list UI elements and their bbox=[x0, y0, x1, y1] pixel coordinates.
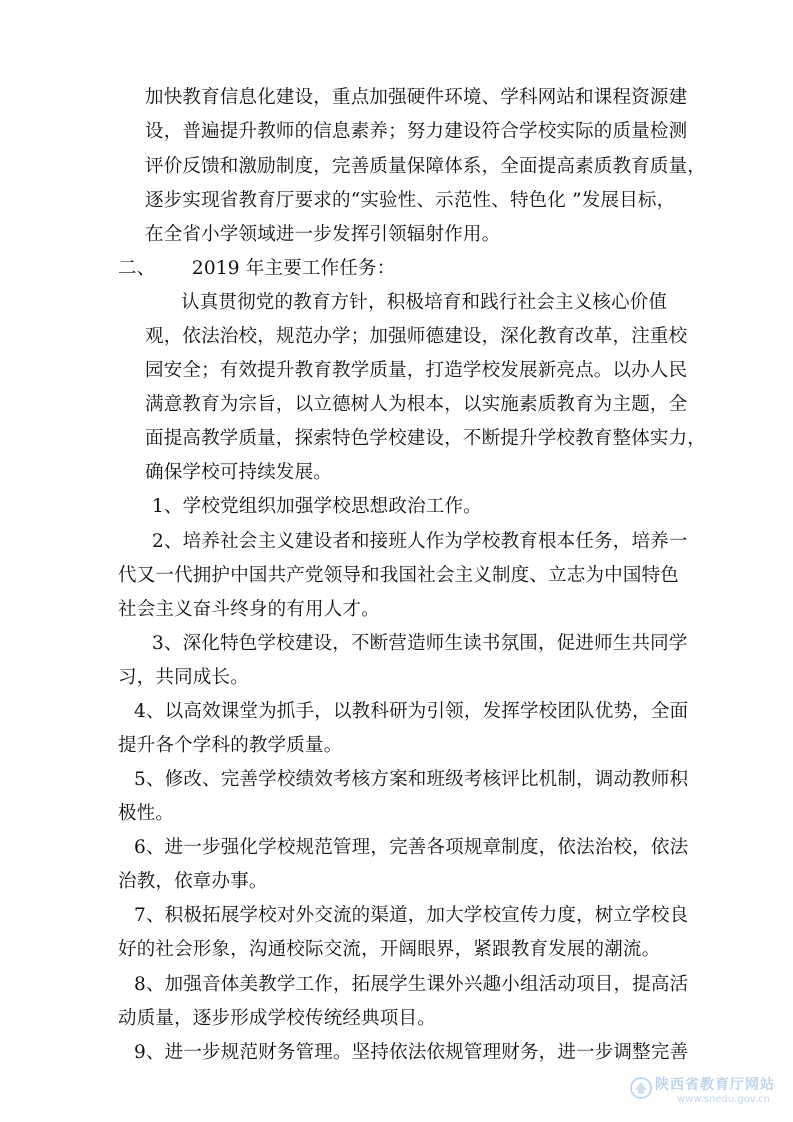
text-line: 加快教育信息化建设，重点加强硬件环境、学科网站和课程资源建 bbox=[145, 87, 688, 108]
text-line: 园安全；有效提升教育教学质量，打造学校发展新亮点。以办人民 bbox=[145, 360, 688, 381]
text-line: 社会主义奋斗终身的有用人才。 bbox=[118, 599, 380, 620]
site-watermark bbox=[629, 1074, 779, 1114]
list-item: 4、以高效课堂为抓手，以教科研为引领，发挥学校团队优势，全面 bbox=[134, 701, 689, 722]
text-line: 好的社会形象，沟通校际交流，开阔眼界，紧跟教育发展的潮流。 bbox=[118, 939, 661, 960]
list-item: 7、积极拓展学校对外交流的渠道，加大学校宣传力度，树立学校良 bbox=[134, 905, 689, 926]
list-item: 9、进一步规范财务管理。坚持依法依规管理财务，进一步调整完善 bbox=[134, 1042, 689, 1063]
text-line: 治教，依章办事。 bbox=[118, 871, 268, 892]
list-item: 1、学校党组织加强学校思想政治工作。 bbox=[152, 496, 482, 517]
list-item: 6、进一步强化学校规范管理，完善各项规章制度，依法治校，依法 bbox=[134, 837, 689, 858]
text-line: 提升各个学科的教学质量。 bbox=[118, 735, 343, 756]
text-line: 面提高教学质量，探索特色学校建设，不断提升学校教育整体实力， bbox=[145, 428, 707, 449]
text-line: 评价反馈和激励制度，完善质量保障体系，全面提高素质教育质量， bbox=[145, 156, 707, 177]
text-line: 在全省小学领域进一步发挥引领辐射作用。 bbox=[145, 224, 501, 245]
list-item: 5、修改、完善学校绩效考核方案和班级考核评比机制，调动教师积 bbox=[134, 769, 689, 790]
list-item: 3、深化特色学校建设，不断营造师生读书氛围，促进师生共同学 bbox=[152, 633, 688, 654]
text-line: 认真贯彻党的教育方针，积极培育和践行社会主义核心价值 bbox=[181, 292, 668, 313]
list-item: 2、培养社会主义建设者和接班人作为学校教育根本任务，培养一 bbox=[152, 531, 688, 552]
emblem-logo-icon bbox=[629, 1076, 653, 1100]
watermark-url: www.snedu.gov.cn bbox=[677, 1094, 770, 1105]
text-line: 观，依法治校，规范办学；加强师德建设，深化教育改革，注重校 bbox=[145, 326, 688, 347]
text-line: 设，普遍提升教师的信息素养；努力建设符合学校实际的质量检测 bbox=[145, 121, 688, 142]
text-line: 习，共同成长。 bbox=[118, 667, 249, 688]
section-heading: 二、 2019 年主要工作任务： bbox=[118, 258, 396, 279]
text-line: 代又一代拥护中国共产党领导和我国社会主义制度、立志为中国特色 bbox=[118, 565, 680, 586]
list-item: 8、加强音体美教学工作，拓展学生课外兴趣小组活动项目，提高活 bbox=[134, 974, 689, 995]
text-line: 动质量，逐步形成学校传统经典项目。 bbox=[118, 1008, 436, 1029]
text-line: 满意教育为宗旨，以立德树人为根本，以实施素质教育为主题，全 bbox=[145, 394, 688, 415]
text-line: 逐步实现省教育厅要求的“实验性、示范性、特色化 ”发展目标， bbox=[145, 190, 676, 211]
text-line: 极性。 bbox=[118, 803, 175, 824]
watermark-site-name: 陕西省教育厅网站 bbox=[655, 1077, 775, 1093]
text-line: 确保学校可持续发展。 bbox=[145, 462, 333, 483]
